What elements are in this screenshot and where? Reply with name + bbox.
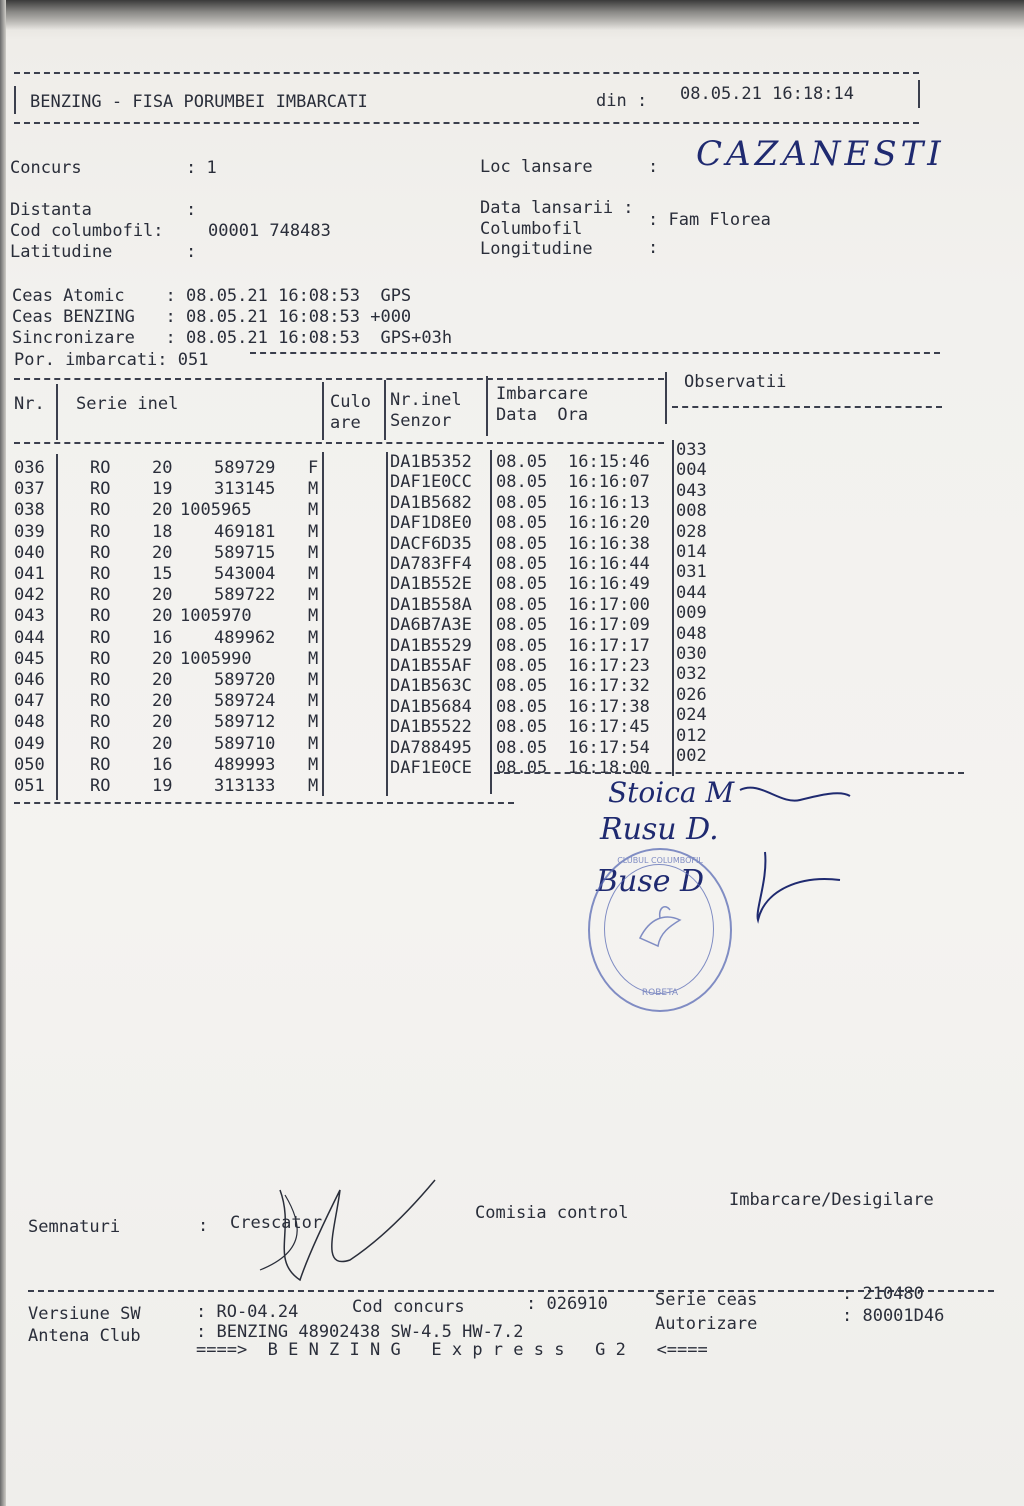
scan-edge: [0, 0, 6, 1506]
row-date: 08.05: [496, 656, 548, 676]
row-nr: 049: [14, 733, 45, 754]
header-left-edge: [14, 86, 16, 114]
row-country: RO: [90, 776, 111, 796]
signature-1: Stoica M: [608, 776, 735, 809]
longitudine-label: Longitudine: [480, 239, 593, 259]
body-col-sep-3: [386, 452, 388, 796]
row-country: RO: [90, 712, 111, 733]
data-lansarii-label: Data lansarii :: [480, 198, 634, 218]
row-ring: 589722: [214, 585, 276, 606]
row-sex: M: [308, 670, 319, 690]
row-sensor: DA6B7A3E: [390, 615, 472, 636]
row-time: 16:16:44: [568, 554, 650, 574]
autorizare-label: Autorizare: [655, 1314, 758, 1334]
header-datetime: 08.05.21 16:18:14: [680, 84, 854, 104]
table-top-rule: [14, 378, 664, 380]
row-observatii: 002: [676, 746, 707, 766]
por-rule: [250, 352, 940, 354]
table-bottom-rule: [14, 802, 514, 804]
row-sensor: DAF1D8E0: [390, 513, 472, 534]
row-date: 08.05: [496, 513, 548, 534]
body-col-sep-4: [490, 450, 492, 794]
col-header-nr-inel: Nr.inel: [390, 390, 462, 410]
semnaturi-colon: :: [198, 1216, 209, 1236]
row-sensor: DA1B563C: [390, 676, 472, 697]
row-time: 16:17:45: [568, 717, 650, 738]
col-sep-2: [322, 382, 324, 440]
comisia-control-label: Comisia control: [475, 1203, 629, 1223]
row-date: 08.05: [496, 635, 548, 656]
row-sensor: DA1B558A: [390, 594, 472, 615]
header-bottom-rule: [14, 122, 919, 124]
row-year: 15: [152, 564, 173, 584]
row-year: 20: [152, 691, 173, 712]
row-sex: M: [308, 564, 319, 584]
row-sex: M: [308, 776, 319, 796]
autorizare-value: : 80001D46: [842, 1306, 945, 1326]
club-stamp-top-text: CLUBUL COLUMBOFIL: [617, 856, 703, 865]
row-nr: 037: [14, 479, 45, 500]
row-observatii: 009: [676, 603, 707, 624]
row-observatii: 032: [676, 664, 707, 685]
col-header-imbarcare: Imbarcare: [496, 384, 589, 404]
row-nr: 050: [14, 754, 45, 775]
col-sep-4: [486, 376, 488, 436]
row-observatii: 043: [676, 480, 707, 501]
row-ring: 589712: [214, 712, 276, 733]
row-country: RO: [90, 691, 111, 712]
col-header-culoare-2: are: [330, 413, 361, 433]
row-sex: M: [308, 627, 319, 648]
row-ring: 1005965: [180, 500, 252, 521]
row-ring: 589729: [214, 458, 276, 478]
col-header-serie-inel: Serie inel: [76, 394, 179, 414]
row-sex: F: [308, 458, 319, 478]
row-ring: 589720: [214, 670, 276, 690]
row-country: RO: [90, 458, 111, 478]
observatii-rule: [672, 406, 942, 408]
row-sensor: DAF1E0CC: [390, 472, 472, 493]
row-ring: 489962: [214, 627, 276, 648]
signature-2: Rusu D.: [600, 812, 719, 847]
row-time: 16:16:38: [568, 533, 650, 554]
row-date: 08.05: [496, 676, 548, 697]
columbofil-value: : Fam Florea: [648, 210, 771, 230]
row-time: 16:17:17: [568, 635, 650, 656]
row-observatii: 028: [676, 521, 707, 542]
row-date: 08.05: [496, 696, 548, 717]
row-ring: 543004: [214, 564, 276, 584]
semnaturi-label: Semnaturi: [28, 1217, 121, 1237]
antena-club-value: : BENZING 48902438 SW-4.5 HW-7.2: [196, 1322, 524, 1342]
row-year: 20: [152, 606, 173, 627]
col-header-observatii: Observatii: [684, 372, 787, 392]
row-observatii: 048: [676, 623, 707, 644]
row-time: 16:16:13: [568, 492, 650, 513]
row-observatii: 044: [676, 582, 707, 603]
row-sensor: DA1B552E: [390, 574, 472, 595]
row-date: 08.05: [496, 533, 548, 554]
row-observatii: 008: [676, 501, 707, 522]
concurs-value: : 1: [186, 158, 217, 178]
row-sex: M: [308, 648, 319, 669]
distanta-colon: :: [186, 200, 197, 220]
ceas-benzing: Ceas BENZING : 08.05.21 16:08:53 +000: [12, 307, 412, 327]
row-nr: 042: [14, 585, 45, 606]
row-year: 16: [152, 754, 173, 775]
row-country: RO: [90, 585, 111, 606]
row-year: 19: [152, 479, 173, 500]
ceas-atomic: Ceas Atomic : 08.05.21 16:08:53 GPS: [12, 286, 412, 306]
row-observatii: 030: [676, 644, 707, 664]
imbarcare-desigilare-label: Imbarcare/Desigilare: [729, 1190, 934, 1210]
row-sensor: DA788495: [390, 737, 472, 758]
row-country: RO: [90, 564, 111, 584]
row-year: 20: [152, 733, 173, 754]
col-header-culoare-1: Culo: [330, 392, 371, 412]
row-observatii: 031: [676, 562, 707, 583]
header-top-rule: [14, 72, 919, 74]
row-date: 08.05: [496, 574, 548, 595]
stamp-pigeon-icon: [630, 898, 690, 958]
loc-lansare-handwritten: CAZANESTI: [696, 134, 945, 174]
table-header-bottom-rule: [14, 442, 664, 444]
row-nr: 041: [14, 564, 45, 584]
row-sensor: DA1B5682: [390, 492, 472, 513]
latitudine-label: Latitudine: [10, 242, 113, 262]
row-country: RO: [90, 479, 111, 500]
row-observatii: 026: [676, 684, 707, 705]
row-country: RO: [90, 648, 111, 669]
row-ring: 489993: [214, 754, 276, 775]
loc-lansare-label: Loc lansare: [480, 157, 593, 177]
row-country: RO: [90, 733, 111, 754]
body-col-sep-1: [56, 454, 58, 800]
row-nr: 046: [14, 670, 45, 690]
cod-columbofil-value: 00001 748483: [208, 221, 331, 241]
columbofil-label: Columbofil: [480, 219, 583, 239]
row-date: 08.05: [496, 594, 548, 615]
header-title: BENZING - FISA PORUMBEI IMBARCATI: [30, 92, 368, 112]
scan-shadow: [0, 0, 1024, 30]
row-sensor: DAF1E0CE: [390, 758, 472, 778]
header-din-label: din :: [596, 91, 648, 111]
cod-concurs-label: Cod concurs: [352, 1297, 465, 1317]
row-sensor: DA1B5522: [390, 717, 472, 738]
row-ring: 589710: [214, 733, 276, 754]
row-sex: M: [308, 585, 319, 606]
col-sep-3: [384, 380, 386, 440]
row-sex: M: [308, 691, 319, 712]
row-year: 19: [152, 776, 173, 796]
row-date: 08.05: [496, 717, 548, 738]
row-date: 08.05: [496, 452, 548, 472]
antena-club-label: Antena Club: [28, 1326, 141, 1346]
row-country: RO: [90, 627, 111, 648]
cod-concurs-value: : 026910: [526, 1294, 608, 1314]
row-nr: 040: [14, 542, 45, 563]
col-header-senzor: Senzor: [390, 411, 452, 431]
versiune-sw-value: : RO-04.24: [196, 1302, 299, 1322]
row-sex: M: [308, 500, 319, 521]
body-col-sep-5: [672, 440, 674, 776]
row-year: 20: [152, 500, 173, 521]
row-time: 16:17:23: [568, 656, 650, 676]
row-sex: M: [308, 542, 319, 563]
row-observatii: 024: [676, 705, 707, 726]
row-country: RO: [90, 500, 111, 521]
row-time: 16:15:46: [568, 452, 650, 472]
row-sex: M: [308, 754, 319, 775]
row-time: 16:16:07: [568, 472, 650, 493]
col-header-data-ora: Data Ora: [496, 405, 589, 425]
concurs-label: Concurs: [10, 158, 82, 178]
row-nr: 036: [14, 458, 45, 478]
row-observatii: 014: [676, 542, 707, 562]
club-stamp: [588, 848, 732, 1012]
row-time: 16:16:49: [568, 574, 650, 595]
row-sex: M: [308, 479, 319, 500]
row-year: 20: [152, 542, 173, 563]
body-col-sep-2: [322, 452, 324, 796]
crescator-signature: [240, 1170, 440, 1300]
row-ring: 1005970: [180, 606, 252, 627]
row-sensor: DA1B55AF: [390, 656, 472, 676]
row-date: 08.05: [496, 554, 548, 574]
row-ring: 313145: [214, 479, 276, 500]
col-header-nr: Nr.: [14, 394, 45, 414]
row-sensor: DA1B5684: [390, 696, 472, 717]
row-sex: M: [308, 521, 319, 542]
versiune-sw-label: Versiune SW: [28, 1304, 141, 1324]
row-ring: 469181: [214, 521, 276, 542]
longitudine-colon: :: [648, 238, 659, 258]
row-time: 16:18:00: [568, 758, 650, 778]
row-nr: 051: [14, 776, 45, 796]
serie-ceas-value: : 210480: [842, 1284, 924, 1304]
latitudine-colon: :: [186, 242, 197, 262]
row-nr: 038: [14, 500, 45, 521]
row-observatii: 004: [676, 460, 707, 481]
row-time: 16:16:20: [568, 513, 650, 534]
row-ring: 589715: [214, 542, 276, 563]
row-nr: 048: [14, 712, 45, 733]
row-year: 20: [152, 648, 173, 669]
row-observatii: 033: [676, 440, 707, 460]
row-ring: 589724: [214, 691, 276, 712]
loc-lansare-colon: :: [648, 157, 659, 177]
row-sensor: DA783FF4: [390, 554, 472, 574]
row-country: RO: [90, 521, 111, 542]
row-date: 08.05: [496, 615, 548, 636]
row-country: RO: [90, 606, 111, 627]
row-nr: 043: [14, 606, 45, 627]
col-sep-5: [665, 372, 667, 424]
serie-ceas-label: Serie ceas: [655, 1290, 758, 1310]
row-date: 08.05: [496, 758, 548, 778]
row-nr: 039: [14, 521, 45, 542]
header-right-edge: [918, 80, 920, 108]
row-time: 16:17:09: [568, 615, 650, 636]
distanta-label: Distanta: [10, 200, 92, 220]
benzing-banner: ====> B E N Z I N G E x p r e s s G 2 <====: [196, 1340, 708, 1360]
row-observatii: 012: [676, 725, 707, 746]
row-country: RO: [90, 542, 111, 563]
row-sensor: DA1B5352: [390, 452, 472, 472]
row-year: 18: [152, 521, 173, 542]
row-country: RO: [90, 754, 111, 775]
row-sex: M: [308, 733, 319, 754]
row-time: 16:17:32: [568, 676, 650, 697]
col-sep-1: [56, 384, 58, 440]
row-date: 08.05: [496, 492, 548, 513]
row-sensor: DACF6D35: [390, 533, 472, 554]
row-sensor: DA1B5529: [390, 635, 472, 656]
row-sex: M: [308, 606, 319, 627]
row-time: 16:17:00: [568, 594, 650, 615]
row-year: 20: [152, 712, 173, 733]
row-time: 16:17:38: [568, 696, 650, 717]
row-nr: 044: [14, 627, 45, 648]
por-imbarcati: Por. imbarcati: 051: [14, 350, 209, 370]
row-nr: 045: [14, 648, 45, 669]
row-ring: 313133: [214, 776, 276, 796]
sincronizare: Sincronizare : 08.05.21 16:08:53 GPS+03h: [12, 328, 453, 348]
row-year: 16: [152, 627, 173, 648]
row-nr: 047: [14, 691, 45, 712]
crescator-label: Crescator: [230, 1213, 323, 1233]
row-date: 08.05: [496, 472, 548, 493]
row-time: 16:17:54: [568, 737, 650, 758]
row-ring: 1005990: [180, 648, 252, 669]
row-year: 20: [152, 585, 173, 606]
row-country: RO: [90, 670, 111, 690]
row-sex: M: [308, 712, 319, 733]
signature-3: Buse D: [596, 864, 705, 899]
cod-columbofil-label: Cod columbofil:: [10, 221, 164, 241]
club-stamp-bottom-text: ROBETA: [641, 988, 679, 998]
row-date: 08.05: [496, 737, 548, 758]
row-year: 20: [152, 458, 173, 478]
row-year: 20: [152, 670, 173, 690]
